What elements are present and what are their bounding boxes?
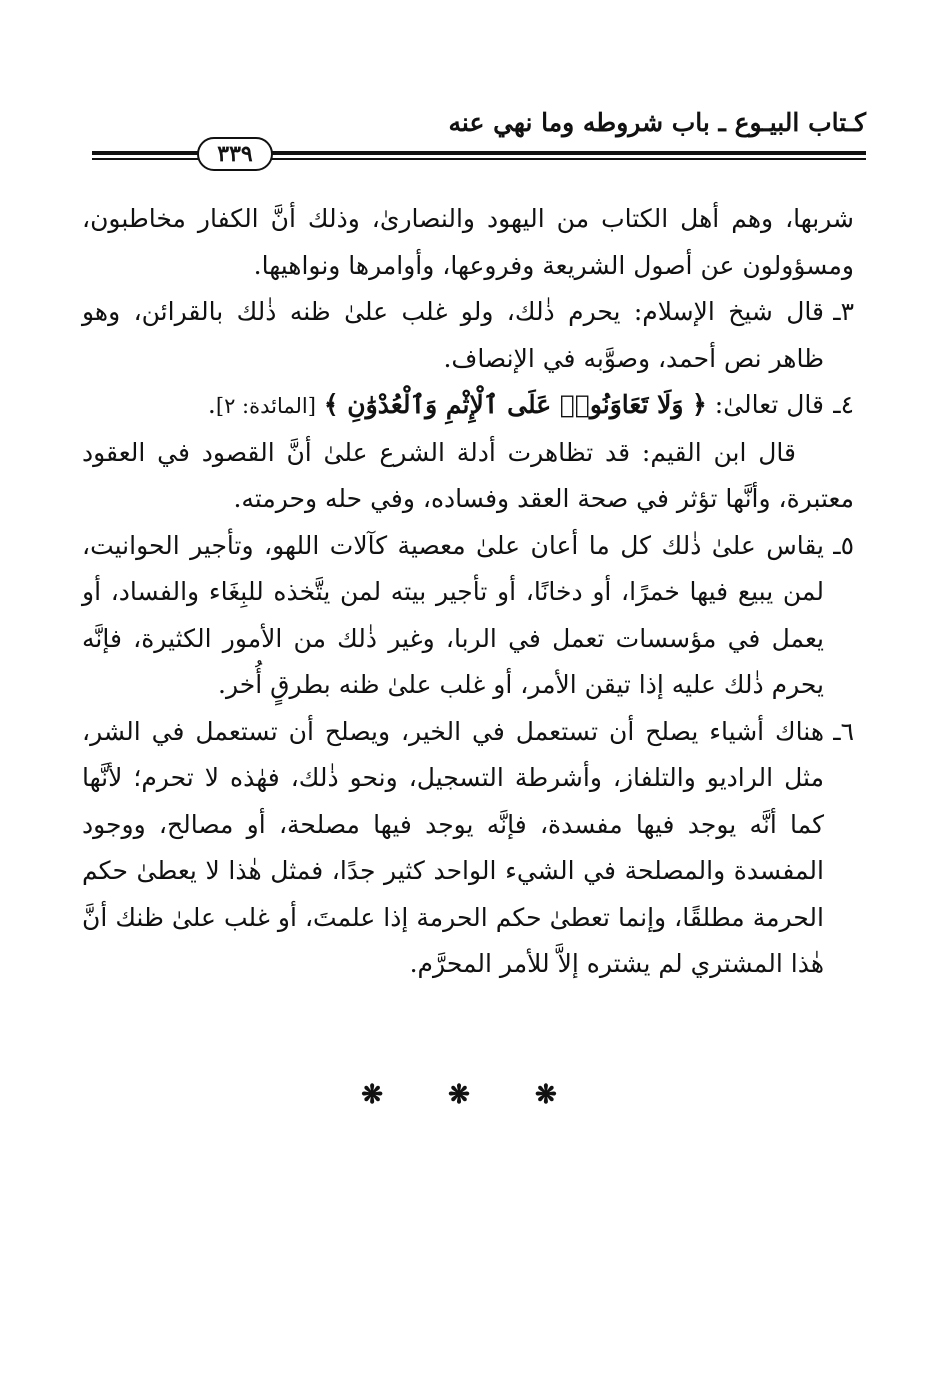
list-item-5 <box>82 523 854 709</box>
header-rule-thick-right <box>272 151 866 155</box>
verse-lead: قال تعالىٰ: <box>714 390 824 419</box>
quran-verse: ﴿ وَلَا تَعَاوَنُوا۟ عَلَى ٱلْإِثْمِ وَٱلْعُدْوَٰنِ ﴾ <box>323 390 707 419</box>
item-number: ٥ـ <box>833 530 854 560</box>
verse-end: . <box>207 390 216 419</box>
header-rule-thin-left <box>92 158 198 160</box>
item-number: ٦ـ <box>833 716 854 746</box>
list-item-4 <box>82 382 854 430</box>
verse-citation: [المائدة: ٢] <box>215 394 316 418</box>
item-text: قال شيخ الإسلام: يحرم ذٰلك، ولو غلب علىٰ ظنه ذٰلك بالقرائن، وهو ظاهر نص أحمد، وصوَّبه في الإنصاف. <box>82 297 824 373</box>
header-rule-thin-right <box>272 158 866 160</box>
ibn-qayyim-quote: قال ابن القيم: قد تظاهرت أدلة الشرع علىٰ أنَّ القصود في العقود معتبرة، وأنَّها تؤثر في صحة العقد وفساده، وفي حله وحرمته. <box>82 437 854 513</box>
item-number: ٣ـ <box>833 297 854 326</box>
paragraph-continued: شربها، وهم أهل الكتاب من اليهود والنصارىٰ، وذلك أنَّ الكفار مخاطبون، ومسؤولون عن أصول الشريعة وفروعها، وأوامرها ونواهيها. <box>82 204 854 280</box>
running-head: كـتاب البيـوع ـ باب شروطه وما نهي عنه <box>448 108 866 137</box>
header-rule-thick-left <box>92 151 198 155</box>
item-text <box>82 382 824 430</box>
section-end-ornament: ❋ ❋ ❋ <box>361 1080 585 1110</box>
item-text: هناك أشياء يصلح أن تستعمل في الخير، ويصلح أن تستعمل في الشر، مثل الراديو والتلفاز، وأشرطة التسجيل، ونحو ذٰلك، فهٰذه لا تحرم؛ لأنَّها كما أنَّه يوجد فيها مفسدة، فإنَّه يوجد فيها مصلحة، أو مصالح، ووجود المفسدة والمصلحة في الشيء الواحد كثير جدًا، فمثل هٰذا لا يعطىٰ حكم الحرمة مطلقًا، وإنما تعطىٰ حكم الحرمة إذا علمتَ، أو غلب علىٰ ظنك أنَّ هٰذا المشتري لم يشتره إلاَّ للأمر المحرَّم. <box>82 716 824 978</box>
list-item-6 <box>82 709 854 988</box>
list-item-3 <box>82 289 854 382</box>
item-text: يقاس علىٰ ذٰلك كل ما أعان علىٰ معصية كآلات اللهو، وتأجير الحوانيت، لمن يبيع فيها خمرًا، أو دخانًا، أو تأجير بيته لمن يتَّخذه للبِغَاء والفساد، أو يعمل في مؤسسات تعمل في الربا، وغير ذٰلك من الأمور الكثيرة، فإنَّه يحرم ذٰلك عليه إذا تيقن الأمر، أو غلب علىٰ ظنه بطرقٍ أُخر. <box>82 530 824 699</box>
main-text <box>82 196 854 988</box>
page-number-frame <box>197 137 273 171</box>
page-number: ٣٣٩ <box>217 141 253 167</box>
item-number: ٤ـ <box>833 390 854 419</box>
